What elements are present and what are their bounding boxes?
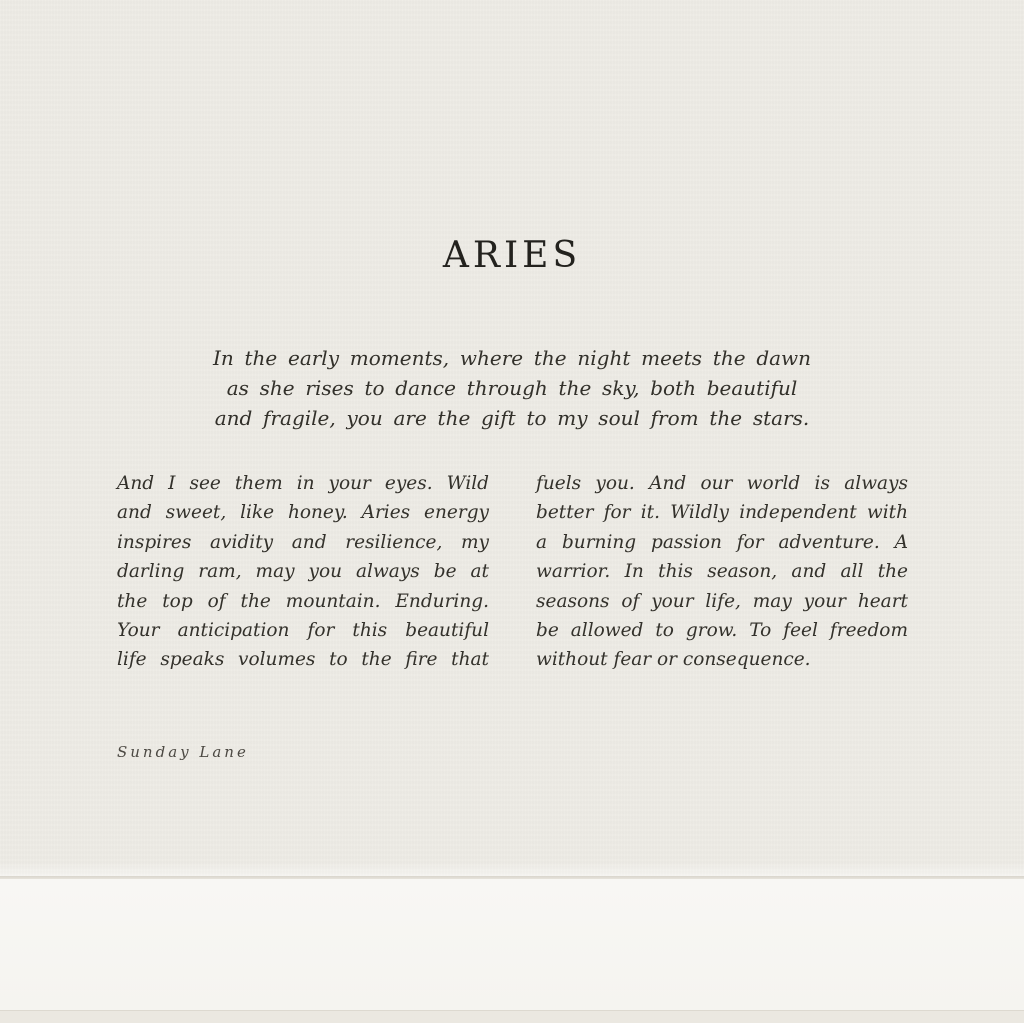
text-line: seasons of your life, may your heart [536,590,908,612]
intro-verse [0,343,1024,433]
text-line: without fear or consequence. [536,649,811,671]
text-line: a burning passion for adventure. A [536,531,908,553]
text-line: inspires avidity and resilience, my [117,531,489,553]
signature: Sunday Lane [117,743,249,761]
body-columns [117,469,908,675]
text-line: life speaks volumes to the fire that [117,649,489,671]
intro-line: and fragile, you are the gift to my soul from the stars. [214,406,810,430]
mat-board [0,879,1024,1010]
text-line: fuels you. And our world is always [536,473,908,494]
body-column-left [117,469,489,675]
text-line: warrior. In this season, and all the [536,561,908,583]
shelf-edge-strip [0,1010,1024,1023]
text-line: Your anticipation for this beautiful [117,620,489,642]
print-title: ARIES [442,235,582,276]
text-line: better for it. Wildly independent with [536,502,908,524]
text-line: and sweet, like honey. Aries energy [117,502,489,524]
text-line: the top of the mountain. Enduring. [117,590,489,612]
text-line: And I see them in your eyes. Wild [117,473,489,494]
text-line: darling ram, may you always be at [117,561,489,583]
body-column-right [536,469,908,675]
intro-line: as she rises to dance through the sky, both beautiful [226,376,798,400]
intro-line: In the early moments, where the night meets the dawn [212,346,812,370]
text-line: be allowed to grow. To feel freedom [536,620,908,642]
